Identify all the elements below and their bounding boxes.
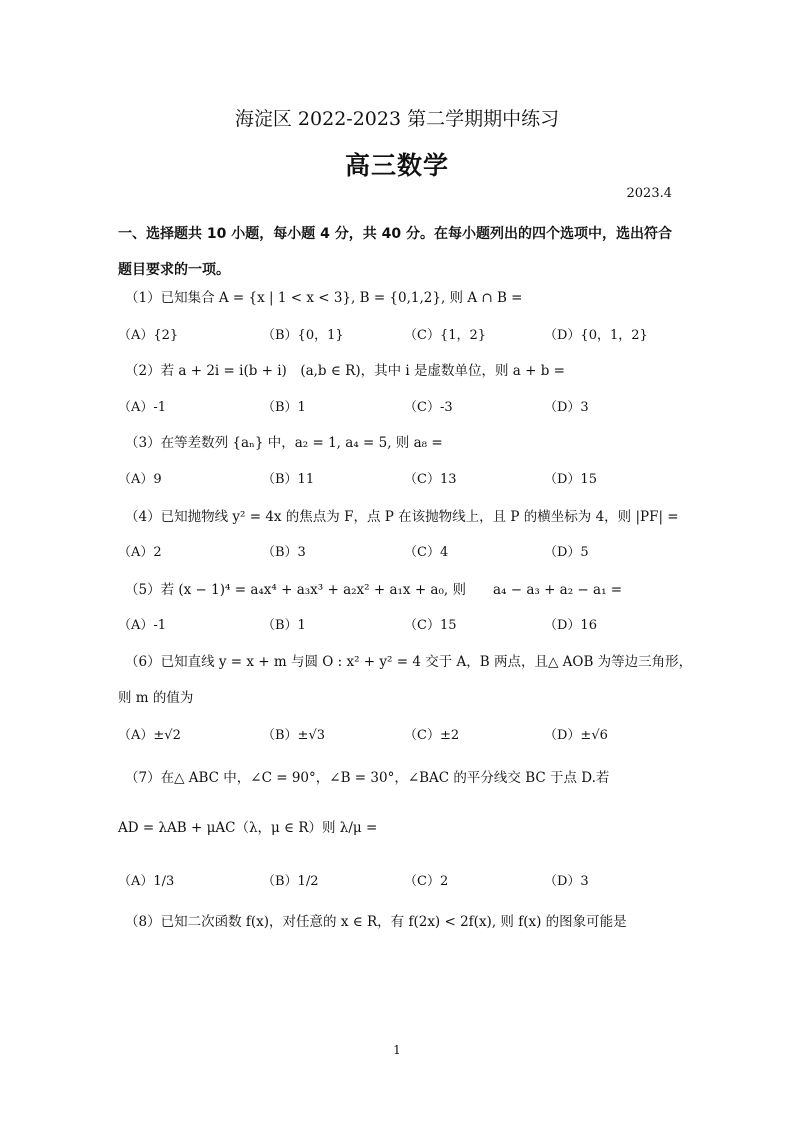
question-1-stem: （1）已知集合 A = {x | 1 < x < 3}, B = {0,1,2}, 则 A ∩ B = <box>125 290 523 306</box>
question-2-option-b: （B）1 <box>262 400 306 415</box>
section-instructions: 一、选择题共 10 小题，每小题 4 分，共 40 分。在每小题列出的四个选项中，选出符合题目要求的一项。 <box>118 226 672 278</box>
question-3-option-d: （D）15 <box>544 472 597 487</box>
question-5-option-a: （A）-1 <box>118 618 167 633</box>
question-1-option-b: （B）{0，1} <box>262 328 344 343</box>
question-4-option-a: （A）2 <box>118 545 162 560</box>
question-5-option-b: （B）1 <box>262 618 306 633</box>
question-5-stem: （5）若 (x − 1)⁴ = a₄x⁴ + a₃x³ + a₂x² + a₁x + a₀, 则 a₄ − a₃ + a₂ − a₁ = <box>125 582 623 598</box>
question-3-option-c: （C）13 <box>404 472 457 487</box>
question-2-stem: （2）若 a + 2i = i(b + i) (a,b ∈ R)，其中 i 是虚数单位，则 a + b = <box>125 363 565 379</box>
page-title: 海淀区 2022-2023 第二学期期中练习 <box>234 108 560 130</box>
question-6-option-d: （D）±√6 <box>544 728 608 743</box>
question-1-option-d: （D）{0，1，2} <box>544 328 648 343</box>
exam-date: 2023.4 <box>626 186 672 201</box>
question-6-option-b: （B）±√3 <box>262 728 326 743</box>
question-4-stem: （4）已知抛物线 y² = 4x 的焦点为 F，点 P 在该抛物线上，且 P 的横坐标为 4，则 |PF| = <box>125 509 679 525</box>
question-7-stem: （7）在△ ABC 中，∠C = 90°，∠B = 30°，∠BAC 的平分线交 BC 于点 D.若 <box>125 770 610 786</box>
question-2-option-a: （A）-1 <box>118 400 167 415</box>
question-2-option-d: （D）3 <box>544 400 589 415</box>
question-7-option-b: （B）1/2 <box>262 874 319 889</box>
question-2-option-c: （C）-3 <box>404 400 453 415</box>
question-3-stem: （3）在等差数列 {aₙ} 中，a₂ = 1, a₄ = 5, 则 a₈ = <box>125 435 443 451</box>
question-4-option-d: （D）5 <box>544 545 589 560</box>
question-4-option-b: （B）3 <box>262 545 306 560</box>
question-7-stem-continued: AD = λAB + μAC（λ，μ ∈ R）则 λ/μ = <box>118 820 378 836</box>
question-7-option-c: （C）2 <box>404 874 449 889</box>
question-6-stem: （6）已知直线 y = x + m 与圆 O : x² + y² = 4 交于 A，B 两点，且△ AOB 为等边三角形， <box>125 654 693 670</box>
question-6-option-a: （A）±√2 <box>118 728 181 743</box>
question-5-option-c: （C）15 <box>404 618 457 633</box>
question-1-option-a: （A）{2} <box>118 328 179 343</box>
question-8-stem: （8）已知二次函数 f(x)，对任意的 x ∈ R，有 f(2x) < 2f(x), 则 f(x) 的图象可能是 <box>125 914 627 930</box>
question-6-stem-continued: 则 m 的值为 <box>118 690 194 706</box>
question-7-option-d: （D）3 <box>544 874 589 889</box>
page-subtitle: 高三数学 <box>344 151 449 180</box>
question-5-option-d: （D）16 <box>544 618 597 633</box>
question-3-option-b: （B）11 <box>262 472 315 487</box>
page-number: 1 <box>393 1043 401 1057</box>
question-3-option-a: （A）9 <box>118 472 162 487</box>
question-4-option-c: （C）4 <box>404 545 449 560</box>
question-6-option-c: （C）±2 <box>404 728 460 743</box>
question-1-option-c: （C）{1，2} <box>404 328 487 343</box>
question-7-option-a: （A）1/3 <box>118 874 175 889</box>
